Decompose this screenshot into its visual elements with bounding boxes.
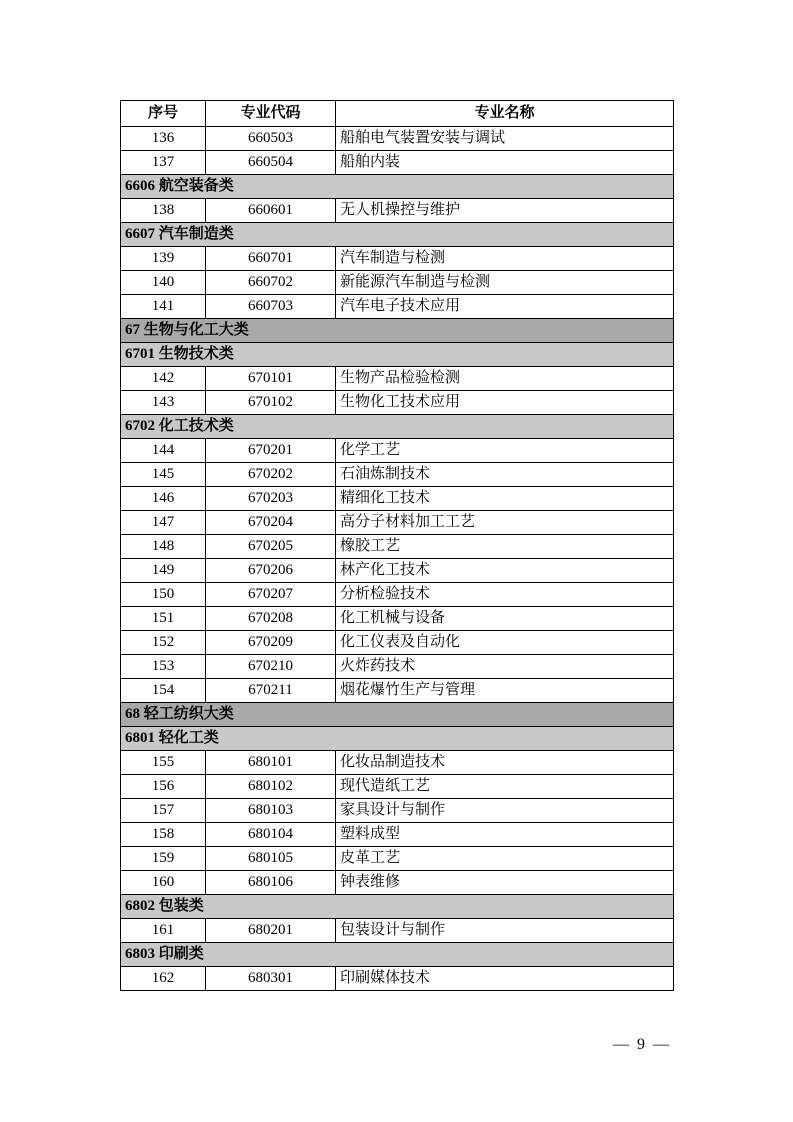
cell-code: 680102 (206, 775, 336, 799)
cell-code: 670203 (206, 487, 336, 511)
major-code-table (120, 100, 674, 991)
cell-serial: 141 (121, 295, 206, 319)
cell-code: 660504 (206, 151, 336, 175)
cell-code: 680106 (206, 871, 336, 895)
table-row (121, 823, 674, 847)
table-row (121, 487, 674, 511)
cell-serial: 139 (121, 247, 206, 271)
cell-serial: 149 (121, 559, 206, 583)
table-row (121, 247, 674, 271)
table-row (121, 295, 674, 319)
cell-code: 670102 (206, 391, 336, 415)
cell-code: 670211 (206, 679, 336, 703)
table-row (121, 967, 674, 991)
cell-serial: 142 (121, 367, 206, 391)
cell-name: 化工仪表及自动化 (336, 631, 674, 655)
cell-name: 新能源汽车制造与检测 (336, 271, 674, 295)
cell-name: 钟表维修 (336, 871, 674, 895)
cell-name: 高分子材料加工工艺 (336, 511, 674, 535)
cell-name: 汽车制造与检测 (336, 247, 674, 271)
table-row (121, 439, 674, 463)
cell-name: 化学工艺 (336, 439, 674, 463)
subcategory-label: 6701 生物技术类 (121, 343, 674, 367)
table-row (121, 151, 674, 175)
cell-name: 汽车电子技术应用 (336, 295, 674, 319)
cell-name: 船舶电气装置安装与调试 (336, 127, 674, 151)
major-category-row (121, 319, 674, 343)
table-row (121, 919, 674, 943)
table-row (121, 463, 674, 487)
cell-name: 石油炼制技术 (336, 463, 674, 487)
cell-name: 塑料成型 (336, 823, 674, 847)
major-table-body (121, 127, 674, 991)
cell-code: 660601 (206, 199, 336, 223)
cell-name: 船舶内装 (336, 151, 674, 175)
cell-name: 火炸药技术 (336, 655, 674, 679)
cell-code: 660702 (206, 271, 336, 295)
cell-name: 精细化工技术 (336, 487, 674, 511)
cell-serial: 153 (121, 655, 206, 679)
cell-serial: 158 (121, 823, 206, 847)
table-row (121, 535, 674, 559)
subcategory-row (121, 943, 674, 967)
cell-code: 680301 (206, 967, 336, 991)
table-row (121, 871, 674, 895)
table-row (121, 271, 674, 295)
header-row (121, 101, 674, 127)
cell-serial: 157 (121, 799, 206, 823)
cell-code: 670209 (206, 631, 336, 655)
table-row (121, 847, 674, 871)
cell-code: 670210 (206, 655, 336, 679)
cell-name: 烟花爆竹生产与管理 (336, 679, 674, 703)
table-row (121, 631, 674, 655)
cell-code: 660703 (206, 295, 336, 319)
subcategory-label: 6702 化工技术类 (121, 415, 674, 439)
cell-name: 生物化工技术应用 (336, 391, 674, 415)
major-category-label: 67 生物与化工大类 (121, 319, 674, 343)
cell-name: 家具设计与制作 (336, 799, 674, 823)
subcategory-label: 6607 汽车制造类 (121, 223, 674, 247)
page-number: — 9 — (613, 1036, 671, 1053)
header-serial: 序号 (121, 101, 206, 127)
table-row (121, 583, 674, 607)
cell-code: 670101 (206, 367, 336, 391)
subcategory-row (121, 415, 674, 439)
table-row (121, 655, 674, 679)
cell-name: 包装设计与制作 (336, 919, 674, 943)
cell-serial: 159 (121, 847, 206, 871)
cell-name: 橡胶工艺 (336, 535, 674, 559)
cell-code: 660503 (206, 127, 336, 151)
subcategory-row (121, 223, 674, 247)
subcategory-label: 6802 包装类 (121, 895, 674, 919)
table-row (121, 775, 674, 799)
cell-serial: 146 (121, 487, 206, 511)
cell-serial: 162 (121, 967, 206, 991)
cell-serial: 143 (121, 391, 206, 415)
header-name: 专业名称 (336, 101, 674, 127)
cell-serial: 147 (121, 511, 206, 535)
cell-serial: 148 (121, 535, 206, 559)
cell-serial: 152 (121, 631, 206, 655)
major-category-label: 68 轻工纺织大类 (121, 703, 674, 727)
cell-code: 670201 (206, 439, 336, 463)
cell-name: 皮革工艺 (336, 847, 674, 871)
table-row (121, 679, 674, 703)
table-row (121, 391, 674, 415)
cell-serial: 140 (121, 271, 206, 295)
cell-name: 化工机械与设备 (336, 607, 674, 631)
cell-name: 化妆品制造技术 (336, 751, 674, 775)
cell-serial: 138 (121, 199, 206, 223)
cell-serial: 151 (121, 607, 206, 631)
cell-serial: 137 (121, 151, 206, 175)
table-row (121, 559, 674, 583)
subcategory-row (121, 895, 674, 919)
cell-serial: 155 (121, 751, 206, 775)
cell-code: 680105 (206, 847, 336, 871)
cell-serial: 154 (121, 679, 206, 703)
header-code: 专业代码 (206, 101, 336, 127)
subcategory-label: 6606 航空装备类 (121, 175, 674, 199)
subcategory-row (121, 727, 674, 751)
table-row (121, 799, 674, 823)
cell-code: 670208 (206, 607, 336, 631)
cell-serial: 145 (121, 463, 206, 487)
subcategory-row (121, 175, 674, 199)
cell-name: 现代造纸工艺 (336, 775, 674, 799)
cell-code: 680101 (206, 751, 336, 775)
table-row (121, 751, 674, 775)
cell-name: 林产化工技术 (336, 559, 674, 583)
cell-name: 印刷媒体技术 (336, 967, 674, 991)
subcategory-row (121, 343, 674, 367)
cell-serial: 136 (121, 127, 206, 151)
cell-code: 670207 (206, 583, 336, 607)
cell-code: 670206 (206, 559, 336, 583)
table-row (121, 367, 674, 391)
cell-code: 680201 (206, 919, 336, 943)
table-header (121, 101, 674, 127)
table-row (121, 127, 674, 151)
subcategory-label: 6803 印刷类 (121, 943, 674, 967)
cell-serial: 161 (121, 919, 206, 943)
cell-name: 生物产品检验检测 (336, 367, 674, 391)
cell-name: 无人机操控与维护 (336, 199, 674, 223)
cell-code: 670204 (206, 511, 336, 535)
cell-name: 分析检验技术 (336, 583, 674, 607)
major-category-row (121, 703, 674, 727)
cell-code: 670202 (206, 463, 336, 487)
cell-serial: 160 (121, 871, 206, 895)
cell-code: 680103 (206, 799, 336, 823)
cell-serial: 156 (121, 775, 206, 799)
subcategory-label: 6801 轻化工类 (121, 727, 674, 751)
table-row (121, 511, 674, 535)
table-row (121, 607, 674, 631)
table-row (121, 199, 674, 223)
cell-code: 680104 (206, 823, 336, 847)
cell-code: 670205 (206, 535, 336, 559)
cell-serial: 150 (121, 583, 206, 607)
cell-serial: 144 (121, 439, 206, 463)
cell-code: 660701 (206, 247, 336, 271)
